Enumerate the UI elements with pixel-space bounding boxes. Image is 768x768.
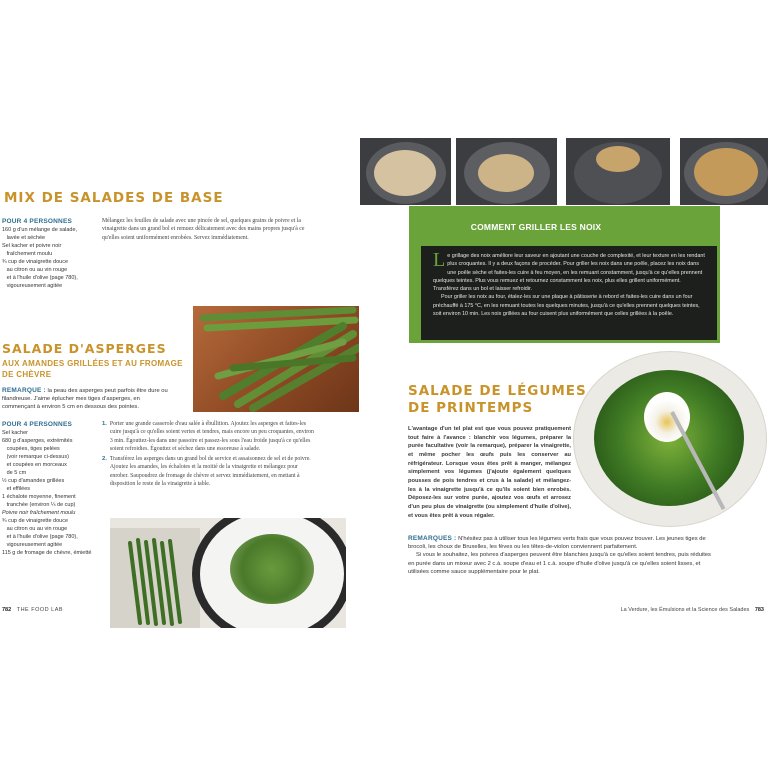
salad1-ingredients <box>2 226 100 290</box>
toasting-photo-1 <box>360 138 451 205</box>
remarks-label: REMARQUES : <box>408 535 457 542</box>
right-footer <box>621 607 764 613</box>
sidebar-title: COMMENT GRILLER LES NOIX <box>470 222 602 232</box>
toasting-photo-4 <box>680 138 768 205</box>
ingredient: et à l'huile d'olive (page 780), <box>2 534 78 540</box>
ingredient: vigoureusement agitée <box>2 283 63 289</box>
ingredient: ½ cup d'amandes grillées <box>2 478 65 484</box>
salad2-ingredients <box>2 429 104 557</box>
nuts <box>478 154 534 192</box>
salad2-steps <box>102 420 317 488</box>
step-item <box>102 455 317 488</box>
salad3-title-line1: SALADE DE LÉGUMES <box>408 383 587 399</box>
left-footer <box>2 607 63 613</box>
ingredient: 160 g d'un mélange de salade, <box>2 227 78 233</box>
salad1-servings: POUR 4 PERSONNES <box>2 218 73 225</box>
remark-1-text: N'hésitez pas à utiliser tous les légumes verts frais que vous pouvez trouver. Les jeunes tiges de brocoli, les choux de Bruxelles, les fèves ou les têtes-de-violon conviennent parfaitement. <box>408 536 706 551</box>
chapter-title: La Verdure, les Émulsions et la Science des Salades <box>620 607 750 613</box>
asparagus-salad-photo <box>110 518 346 628</box>
ingredient: 1 échalote moyenne, finement <box>2 494 76 500</box>
nuts <box>374 150 436 196</box>
page-number-right: 783 <box>754 607 764 613</box>
asparagus-illustration <box>193 306 359 412</box>
salad-greens <box>230 534 314 604</box>
salad-plate <box>574 352 766 526</box>
ingredient: vigoureusement agitée <box>2 542 63 548</box>
salad3-intro: L'avantage d'un tel plat est que vous pouvez pratiquement tout faire à l'avance : blanchir vos légumes, préparer la purée facultative (voir la remarque), préparer la vinaigrette, et même pocher les œufs puis les conserver au réfrigérateur. Lorsque vous êtes prêt à manger, mélangez simplement vos légumes (j'ajoute également quelques pousses de pois tendres et crus à la salade) et mélangez-les à la vinaigrette jusqu'à ce qu'ils soient bien enrobés. Déposez-les sur votre purée, ajoutez vos œufs et arrosez d'un peu plus de vinaigrette (ou simplement d'huile d'olive), et vous êtes prêt à vous régaler. <box>408 426 571 519</box>
toasting-photo-3 <box>566 138 670 205</box>
ingredient: de 5 cm <box>2 470 27 476</box>
salad2-subtitle: AUX AMANDES GRILLÉES ET AU FROMAGE DE CHÈVRE <box>2 359 183 379</box>
asparagus-photo <box>193 306 359 412</box>
ingredient: et effilées <box>2 486 31 492</box>
ingredient: Sel kacher <box>2 430 28 436</box>
step-item <box>102 420 317 453</box>
nut-toasting-sidebar <box>409 206 720 343</box>
ingredient: et à l'huile d'olive (page 780), <box>2 275 78 281</box>
sidebar-paragraph-2: Pour griller les noix au four, étalez-les sur une plaque à pâtisserie à rebord et faites-les cuire dans un four préchauffé à 175 °C, en les remuant toutes les quelques minutes, jusqu'à ce qu'elles prennent quelques teintes, soit environ 10 min. Les noix grillées au four cuisent plus uniformément que celles grillées à la poêle. <box>433 294 700 318</box>
ingredient: coupées, tiges pelées <box>2 446 60 452</box>
salad1-method: Mélangez les feuilles de salade avec une pincée de sel, quelques grains de poivre et la vinaigrette dans un grand bol et remuez délicatement avec des mains propres jusqu'à ce qu'elles soient uniformément enrobées. Servez immédiatement. <box>102 218 305 241</box>
salad2-title: SALADE D'ASPERGES <box>2 341 167 356</box>
asparagus-bunch <box>110 528 200 628</box>
salad1-title: MIX DE SALADES DE BASE <box>4 190 224 206</box>
sidebar-paragraph-1 <box>433 249 707 293</box>
page-number-left: 782 <box>2 607 12 613</box>
nuts <box>694 148 758 196</box>
nuts <box>596 146 640 172</box>
ingredient: 115 g de fromage de chèvre, émietté <box>2 550 92 556</box>
remark-text: la peau des asperges peut parfois être dure ou filandreuse. J'aime éplucher mes tiges d'asperges, en commençant à environ 5 cm en dessous des pointes. <box>2 388 168 411</box>
ingredient: ¾ cup de vinaigrette douce <box>2 259 69 265</box>
salad2-remark <box>2 387 174 412</box>
ingredient: au citron ou au vin rouge <box>2 267 68 273</box>
toasting-photo-2 <box>456 138 557 205</box>
step-number: 2. <box>102 456 107 463</box>
ingredient: et coupées en morceaux <box>2 462 67 468</box>
ingredient: tranchée (environ ¼ de cup) <box>2 502 76 508</box>
step-text: Transférez les asperges dans un grand bol de service et assaisonnez de sel et de poivre. Ajoutez les amandes, les échalotes et la moitié de la vinaigrette et mélangez pour enrober. Saupoudrez de fromage de chèvre et servez immédiatement, en mettant à disposition le reste de la vinaigrette à table. <box>109 456 311 488</box>
ingredient: (voir remarque ci-dessus) <box>2 454 69 460</box>
sidebar-body <box>421 246 717 340</box>
step-text: Porter une grande casserole d'eau salée à ébullition. Ajoutez les asperges et faites-les cuire jusqu'à ce qu'elles soient vertes et tendres, mais encore un peu croquantes, environ 3 min. Égouttez-les dans une passoire et passez-les sous l'eau froide jusqu'à ce qu'elles soient refroidies. Égouttez et séchez dans une essoreuse à salade. <box>109 421 314 452</box>
drop-cap: L <box>433 249 446 271</box>
sidebar-paragraph-1-text: e grillage des noix améliore leur saveur en ajoutant une couche de complexité, et leur texture en les rendant plus croquantes. Il y a deux façons de procéder. Pour griller les noix dans une poêle, placez les noix dans une poêle sèche et faites-les cuire à feu moyen, en les remuant constamment, jusqu'à ce qu'elles prennent quelques teintes. Plus vous remuez et retournez constamment les noix, plus elles grillent uniformément. Transférez dans un bol et laisser refroidir. <box>433 253 705 293</box>
salad3-remarks <box>408 535 714 576</box>
remark-label: REMARQUE : <box>2 387 46 394</box>
salad3-title-line2: DE PRINTEMPS <box>408 400 534 416</box>
ingredient: au citron ou au vin rouge <box>2 526 68 532</box>
ingredient: ¾ cup de vinaigrette douce <box>2 518 69 524</box>
spring-salad-photo <box>572 350 768 528</box>
remark-1 <box>408 535 714 551</box>
ingredient: fraîchement moulu <box>2 251 53 257</box>
ingredient: Poivre noir fraîchement moulu <box>2 510 76 516</box>
remark-2: Si vous le souhaitez, les poivres d'asperges peuvent être blanchies jusqu'à ce qu'elles soient tendres, puis réduites en purée dans un mixeur avec 2 c.à. soupe d'eau et 1 c.à. soupe d'huile d'olive jusqu'à ce qu'elles soient lisses, et utilisées comme sauce supplémentaire pour le plat. <box>408 552 711 575</box>
ingredient: 680 g d'asperges, extrémités <box>2 438 73 444</box>
ingredient: lavée et séchée <box>2 235 46 241</box>
ingredient: Sel kacher et poivre noir <box>2 243 62 249</box>
book-title: THE FOOD LAB <box>16 607 64 613</box>
salad2-servings: POUR 4 PERSONNES <box>2 421 73 428</box>
serving-plate <box>192 518 346 628</box>
step-number: 1. <box>102 421 107 427</box>
